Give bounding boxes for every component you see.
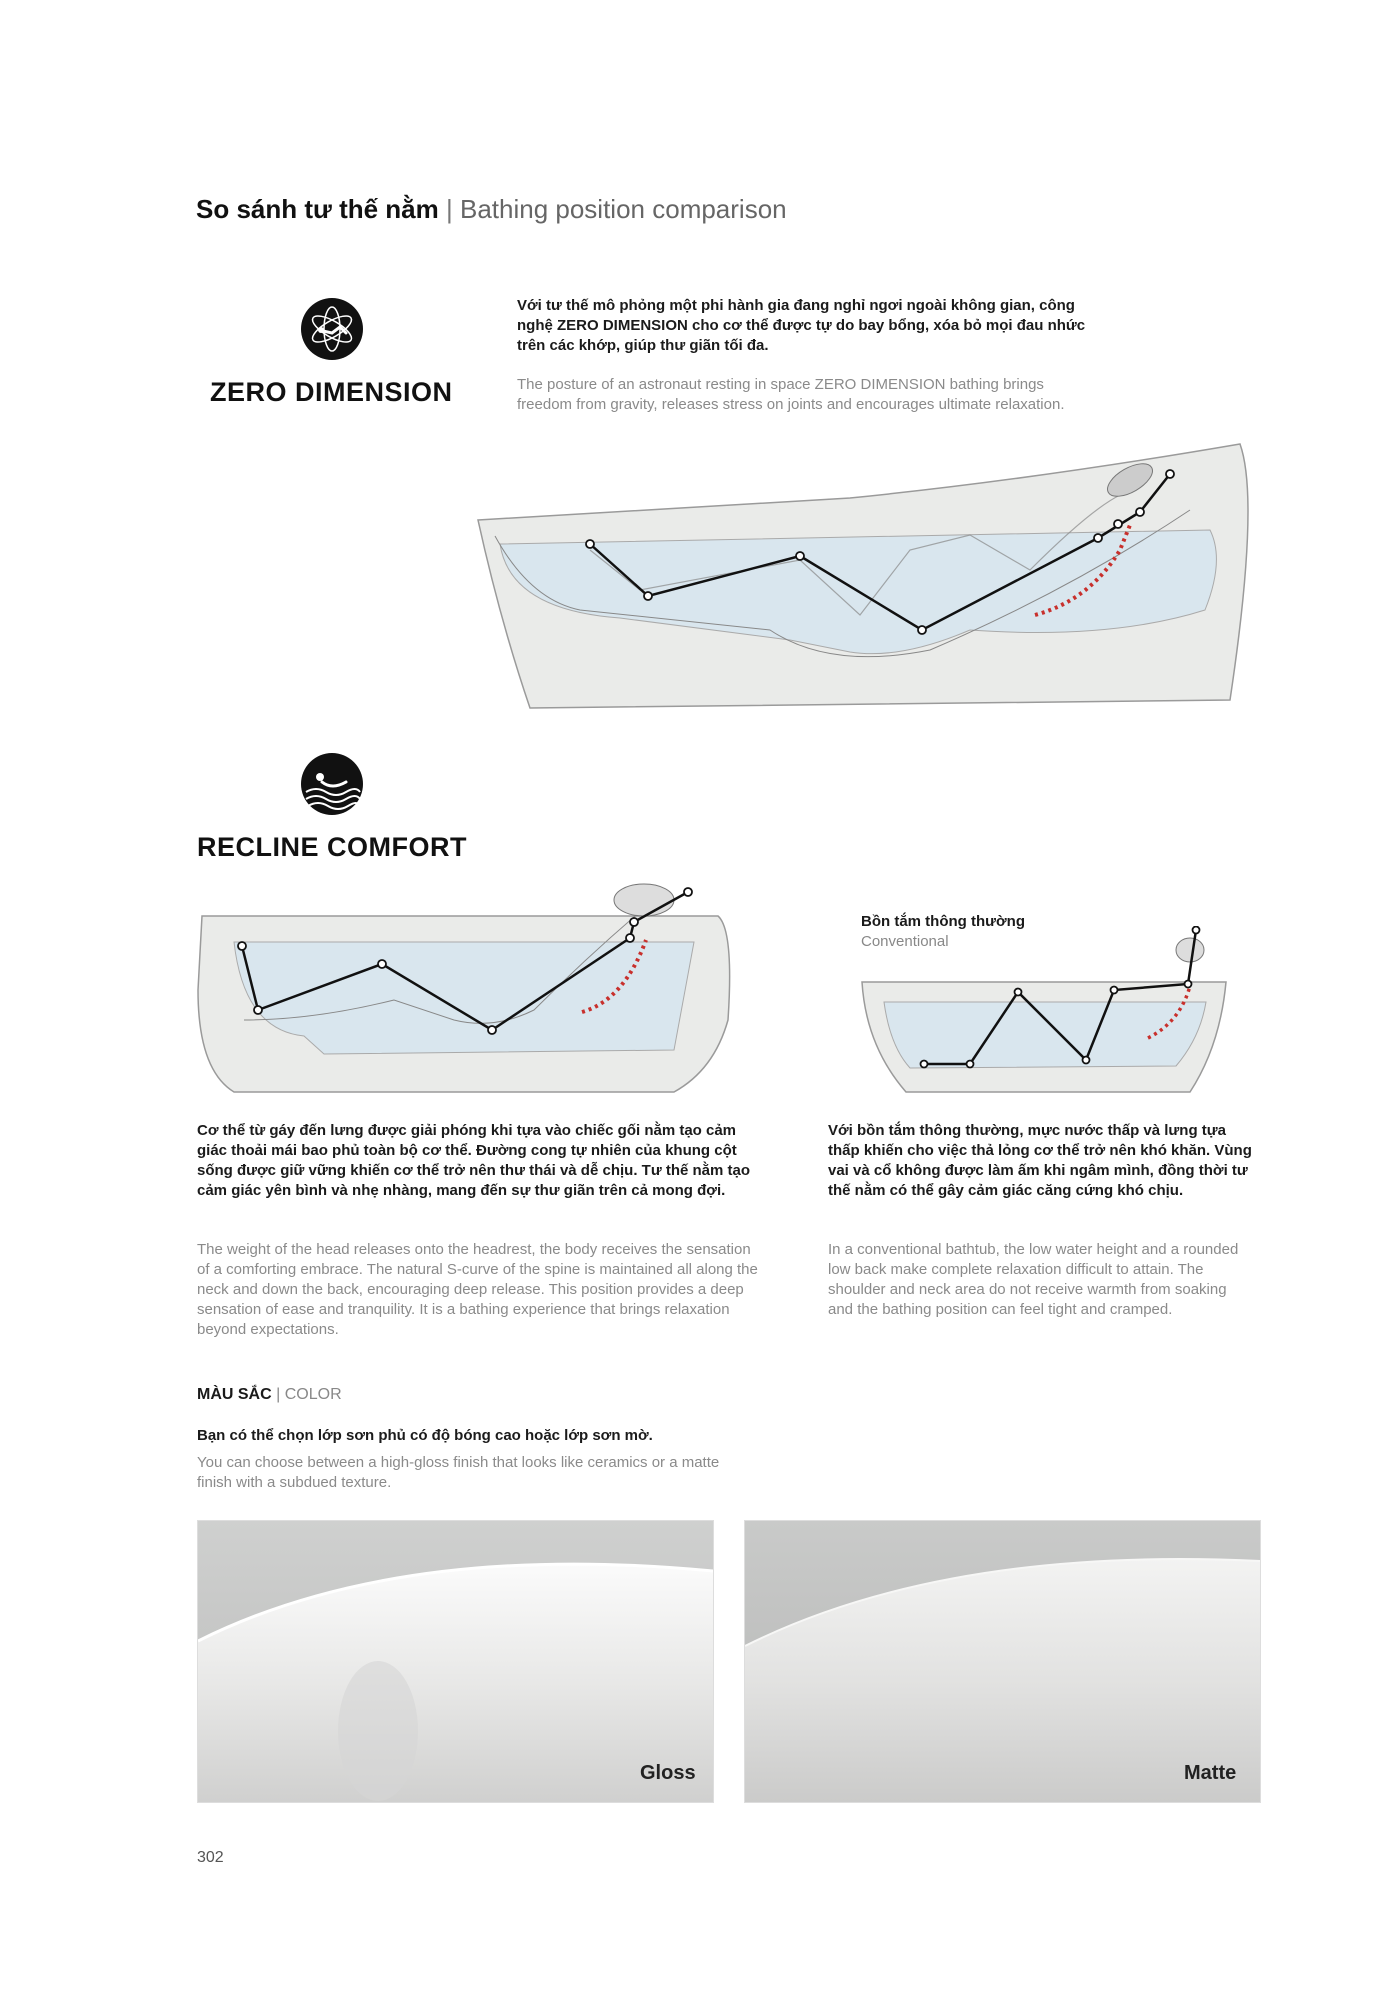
title-separator: | [445,194,453,224]
gloss-label: Gloss [640,1762,696,1784]
page-title [196,194,787,225]
conventional-tub-illustration [860,926,1230,1101]
gloss-swatch [197,1520,714,1803]
color-text-vn: Bạn có thể chọn lớp sơn phủ có độ bóng cao hoặc lớp sơn mờ. [197,1427,653,1444]
color-text-en: You can choose between a high-gloss finish that looks like ceramics or a matte finish with a subdued texture. [197,1454,720,1491]
zero-dimension-tub-illustration [470,440,1270,725]
conventional-text-vn: Với bồn tắm thông thường, mực nước thấp và lưng tựa thấp khiến cho việc thả lỏng cơ thể trở nên khó khăn. Vùng vai và cổ không được làm ấm khi ngâm mình, đồng thời tư thế nằm có thể gây cảm giác căng cứng khó chịu. [828,1122,1252,1199]
recline-waves-icon [300,752,364,821]
recline-comfort-tub-illustration [194,870,754,1101]
zero-dimension-title: ZERO DIMENSION [210,377,453,407]
matte-label: Matte [1184,1762,1237,1784]
conventional-label-en: Conventional [861,933,949,950]
conventional-label-vn: Bồn tắm thông thường [861,913,1025,930]
zero-dimension-text-vn: Với tư thế mô phỏng một phi hành gia đang nghỉ ngơi ngoài không gian, công nghệ ZERO DIMENSION cho cơ thể được tự do bay bổng, xóa bỏ mọi đau nhức trên các khớp, giúp thư giãn tối đa. [517,297,1086,354]
title-en: Bathing position comparison [459,194,787,224]
recline-comfort-title: RECLINE COMFORT [197,832,467,862]
matte-swatch [744,1520,1261,1803]
color-heading-separator: | [276,1386,281,1403]
color-heading-vn: MÀU SẮC [197,1386,272,1403]
color-heading-en: COLOR [284,1386,342,1403]
recline-comfort-text-en: The weight of the head releases onto the headrest, the body receives the sensation of a comforting embrace. The natural S-curve of the spine is maintained all along the neck and down the back, encouraging deep release. This position provides a deep sensation of ease and tranquility. It is a bathing experience that brings relaxation beyond expectations. [197,1241,758,1338]
page-number: 302 [197,1849,224,1866]
zero-dimension-text-en: The posture of an astronaut resting in space ZERO DIMENSION bathing brings freedom from gravity, releases stress on joints and encourages ultimate relaxation. [517,376,1065,413]
title-vn: So sánh tư thế nằm [196,194,439,224]
color-heading [197,1386,342,1404]
recline-comfort-text-vn: Cơ thể từ gáy đến lưng được giải phóng khi tựa vào chiếc gối nằm tạo cảm giác thoải mái bao phủ toàn bộ cơ thể. Đường cong tự nhiên của khung cột sống được giữ vững khiến cơ thể trở nên thư thái và dễ chịu. Tư thế nằm tạo cảm giác yên bình và nhẹ nhàng, mang đến sự thư giãn trên cả mong đợi. [197,1122,751,1199]
astronaut-orbit-icon [300,297,364,366]
conventional-text-en: In a conventional bathtub, the low water height and a rounded low back make complete relaxation difficult to attain. The shoulder and neck area do not receive warmth from soaking and the bathing position can feel tight and cramped. [828,1241,1239,1318]
